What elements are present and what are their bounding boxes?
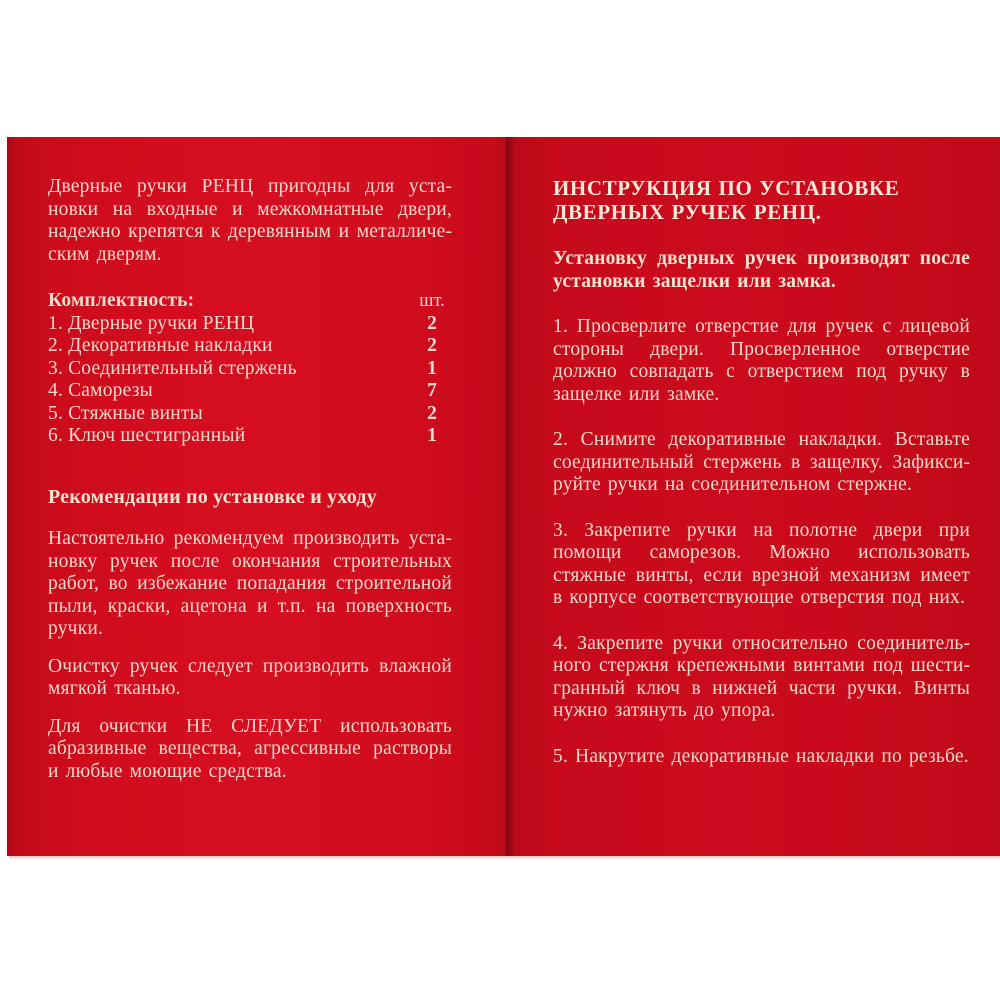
kit-item-qty: 1: [427, 357, 437, 379]
kit-item-qty: 2: [427, 335, 437, 356]
kit-item-qty: 2: [427, 402, 437, 424]
kit-item-row: [48, 425, 452, 448]
kit-item-label: 4. Саморезы: [48, 380, 153, 401]
step-paragraph-5: 5. Накрутите декоративные накладки по резьбе.: [553, 745, 969, 767]
care-title: Рекомендации по установке и уходу: [48, 485, 377, 508]
kit-title: Комплектность:: [48, 290, 195, 311]
kit-item-label: 2. Декоративные накладки: [48, 335, 273, 356]
instruction-leaflet: [7, 137, 1000, 856]
care-paragraph-2: Очистку ручек следует производить влажной мягкой тканью.: [48, 655, 452, 699]
kit-item-label: 6. Ключ шестигранный: [48, 425, 246, 446]
kit-section: [48, 290, 452, 448]
kit-item-qty: 1: [427, 425, 437, 446]
left-page: [7, 137, 506, 856]
kit-header-row: [48, 290, 452, 313]
care-paragraph-1: Настоятельно рекомендуем производить установку ручек после окончания строительных работ, во избежание попадания строительной пыли, краски, ацетона и т.п. на поверхность ручки.: [48, 528, 452, 639]
kit-item-row: [48, 358, 452, 381]
kit-item-qty: 2: [427, 312, 437, 334]
care-paragraph-3: Для очистки НЕ СЛЕДУЕТ использовать абразивные вещества, агрессивные растворы и любые моющие средства.: [48, 715, 452, 782]
step-paragraph-1: 1. Просверлите отверстие для ручек с лицевой стороны двери. Просверленное отверстие должно совпадать с отверстием под ручку в защелке или замке.: [553, 316, 970, 405]
instruction-subtitle: Установку дверных ручек производят после установки защелки или замка.: [553, 248, 970, 292]
kit-item-label: 5. Стяжные винты: [48, 402, 203, 424]
step-paragraph-4: 4. Закрепите ручки относительно соединительного стержня крепежными винтами под шестигранный ключ в нижней части ручки. Винты нужно затянуть до упора.: [553, 632, 970, 721]
kit-item-row: [48, 335, 452, 358]
kit-unit-header: шт.: [419, 291, 445, 311]
step-paragraph-3: 3. Закрепите ручки на полотне двери при помощи саморезов. Можно использовать стяжные винты, если врезной механизм имеет в корпусе соответствующие отверстия под них.: [553, 519, 970, 608]
kit-item-label: 3. Соединительный стержень: [48, 357, 297, 379]
intro-paragraph: Дверные ручки РЕНЦ пригодны для установки на входные и межкомнатные двери, надежно крепятся к деревянным и металлическим дверям.: [48, 176, 452, 265]
step-paragraph-2: 2. Снимите декоративные накладки. Вставьте соединительный стержень в защелку. Зафиксируйте ручки на соединительном стержне.: [553, 429, 970, 495]
kit-item-row: [48, 380, 452, 403]
right-page: [509, 137, 1000, 856]
kit-item-label: 1. Дверные ручки РЕНЦ: [48, 312, 255, 334]
kit-item-qty: 7: [427, 380, 437, 401]
kit-item-row: [48, 403, 452, 426]
kit-item-row: [48, 313, 452, 336]
instruction-title: ИНСТРУКЦИЯ ПО УСТАНОВКЕ ДВЕРНЫХ РУЧЕК РЕНЦ.: [553, 176, 900, 224]
